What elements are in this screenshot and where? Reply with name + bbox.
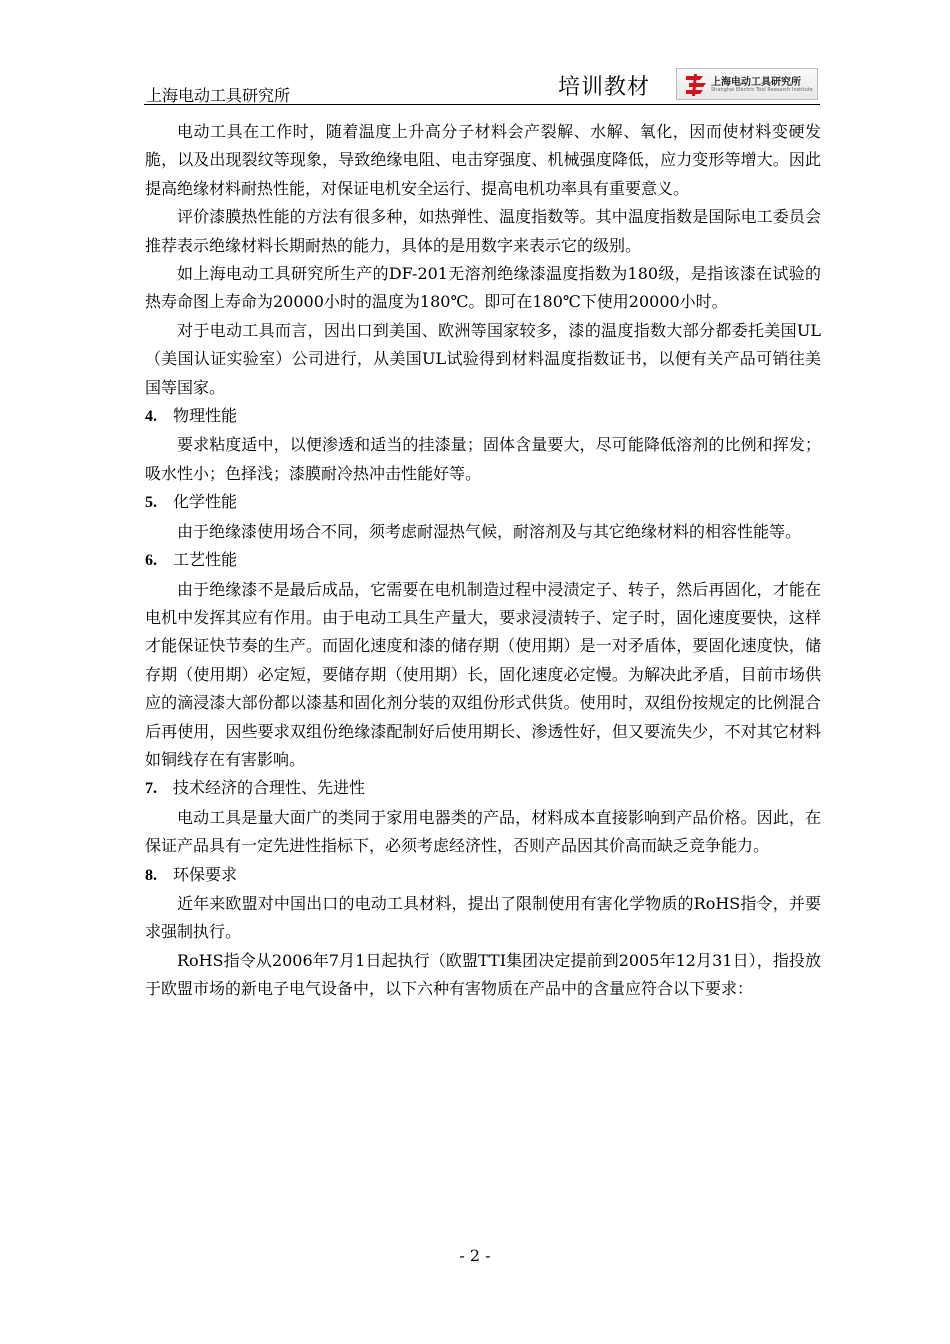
- section-title: 技术经济的合理性、先进性: [173, 778, 366, 798]
- section-title: 工艺性能: [173, 550, 238, 570]
- section-heading-environmental: [145, 861, 821, 890]
- header-title: 培训教材: [558, 75, 651, 100]
- logo-mark-icon: [683, 72, 709, 98]
- section-heading-chemical: [145, 488, 821, 517]
- document-body: [145, 118, 821, 1004]
- section-heading-economic: [145, 774, 821, 803]
- paragraph: 由于绝缘漆使用场合不同，须考虑耐湿热气候，耐溶剂及与其它绝缘材料的相容性能等。: [177, 521, 802, 541]
- section-number: 7.: [145, 780, 157, 798]
- section-heading-physical: [145, 402, 821, 431]
- section-number: 4.: [145, 408, 157, 426]
- paragraph: 如上海电动工具研究所生产的DF-201无溶剂绝缘漆温度指数为180级，是指该漆在试验的热寿命图上寿命为20000小时的温度为180℃。即可在180℃下使用20000小时。: [145, 264, 821, 312]
- logo-name-cn: 上海电动工具研究所: [711, 77, 801, 88]
- section-number: 5.: [145, 494, 157, 512]
- paragraph: RoHS指令从2006年7月1日起执行（欧盟TTI集团决定提前到2005年12月31日），指投放于欧盟市场的新电子电气设备中，以下六种有害物质在产品中的含量应符合以下要求：: [145, 950, 821, 999]
- header-rule: [144, 104, 820, 105]
- paragraph: 电动工具在工作时，随着温度上升高分子材料会产裂解、水解、氧化，因而使材料变硬发脆，以及出现裂纹等现象，导致绝缘电阻、电击穿强度、机械强度降低，应力变形等增大。因此提高绝缘材料耐热性能，对保证电机安全运行、提高电机功率具有重要意义。: [145, 122, 821, 198]
- paragraph: 由于绝缘漆不是最后成品，它需要在电机制造过程中浸渍定子、转子，然后再固化，才能在电机中发挥其应有作用。由于电动工具生产量大，要求浸渍转子、定子时，固化速度要快，这样才能保证快节奏的生产。而固化速度和漆的储存期（使用期）是一对矛盾体，要固化速度快，储存期（使用期）必定短，要储存期（使用期）长，固化速度必定慢。为解决此矛盾，目前市场供应的滴浸漆大部份都以漆基和固化剂分装的双组份形式供货。使用时，双组份按规定的比例混合后再使用，因些要求双组份绝缘漆配制好后使用期长、渗透性好，但又要流失少，不对其它材料如铜线存在有害影响。: [145, 579, 821, 769]
- institute-logo: [676, 68, 818, 100]
- section-number: 6.: [145, 552, 157, 570]
- paragraph: 对于电动工具而言，因出口到美国、欧洲等国家较多，漆的温度指数大部分都委托美国UL（美国认证实验室）公司进行，从美国UL试验得到材料温度指数证书，以便有关产品可销往美国等国家。: [145, 320, 821, 397]
- section-number: 8.: [145, 866, 157, 884]
- section-title: 环保要求: [173, 864, 238, 884]
- paragraph: 电动工具是量大面广的类同于家用电器类的产品，材料成本直接影响到产品价格。因此，在保证产品具有一定先进性指标下，必须考虑经济性，否则产品因其价高而缺乏竞争能力。: [145, 807, 821, 856]
- paragraph: 评价漆膜热性能的方法有很多种，如热弹性、温度指数等。其中温度指数是国际电工委员会推荐表示绝缘材料长期耐热的能力，具体的是用数字来表示它的级别。: [145, 207, 821, 255]
- logo-name-en: Shanghai Electric Tool Research Institute: [711, 87, 813, 93]
- section-title: 物理性能: [173, 406, 238, 426]
- section-heading-process: [145, 546, 821, 575]
- paragraph: 要求粘度适中，以便渗透和适当的挂漆量；固体含量要大，尽可能降低溶剂的比例和挥发；吸水性小；色择浅；漆膜耐冷热冲击性能好等。: [145, 435, 821, 483]
- header-org: 上海电动工具研究所: [146, 86, 291, 105]
- paragraph: 近年来欧盟对中国出口的电动工具材料，提出了限制使用有害化学物质的RoHS指令，并要求强制执行。: [145, 893, 821, 942]
- page-number: - 2 -: [459, 1246, 491, 1265]
- section-title: 化学性能: [173, 492, 238, 512]
